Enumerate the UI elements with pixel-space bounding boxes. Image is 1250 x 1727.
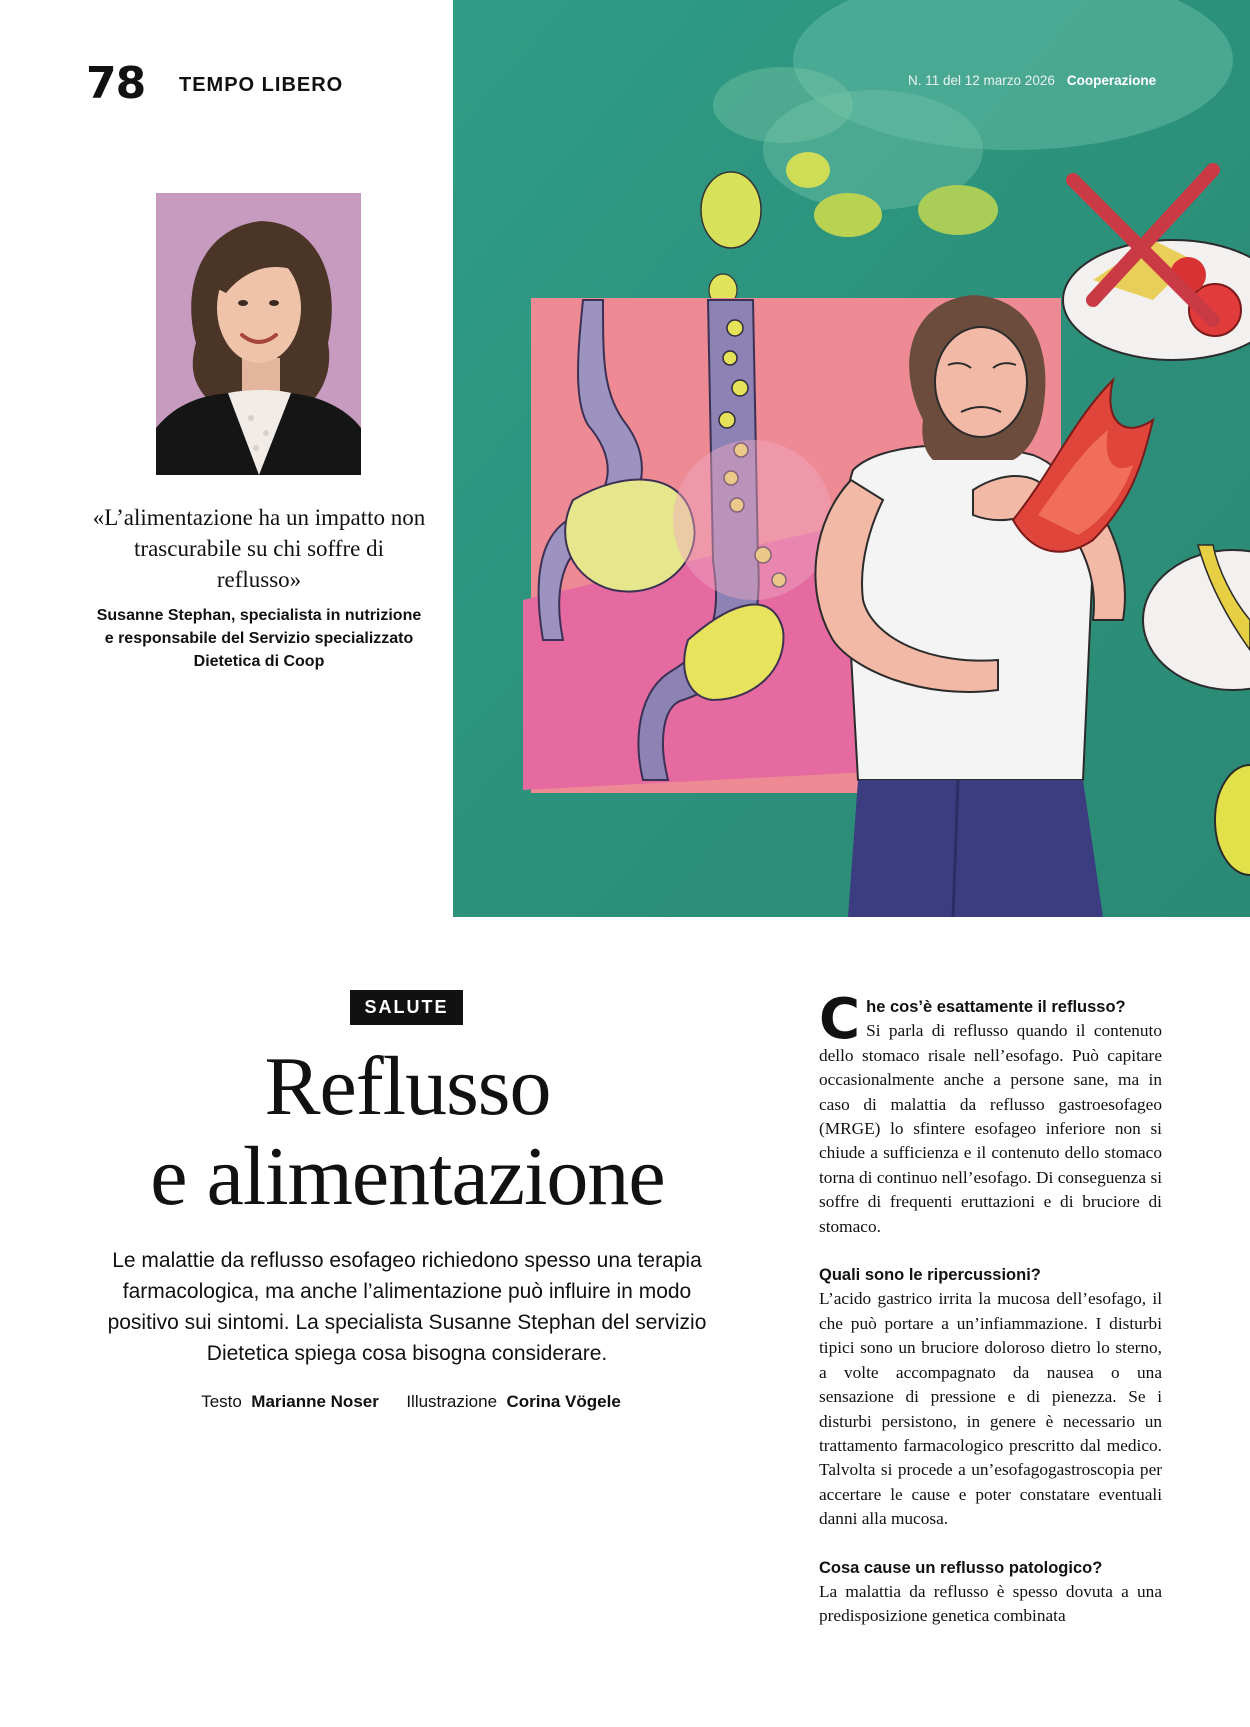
question-heading: Cosa cause un reflusso patologico? [819, 1558, 1103, 1577]
section-label: TEMPO LIBERO [179, 74, 344, 96]
article-body [819, 987, 1162, 1653]
credits [90, 1392, 732, 1412]
drop-cap: C [819, 987, 861, 1052]
section-what-is-reflux [819, 987, 1162, 1239]
section-causes [819, 1556, 1162, 1629]
publication-name: Cooperazione [1066, 73, 1157, 88]
reflux-illustration [453, 0, 1250, 917]
issue-info [908, 73, 1156, 88]
section-consequences [819, 1263, 1162, 1531]
lead-paragraph: Le malattie da reflusso esofageo richiedono spesso una terapia farmacologica, ma anche l’alimentazione può influire in modo positivo sui sintomi. La specialista Susanne Stephan del servizio Dietetica spiega cosa bisogna considerare. [107, 1249, 707, 1365]
answer-paragraph: Si parla di reflusso quando il contenuto dello stomaco risale nell’esofago. Può capitare occasionalmente anche a persone sane, ma in caso di malattia da reflusso gastroesofageo (MRGE) lo sfintere esofageo inferiore non si chiude a sufficienza e il contenuto dello stomaco torna di continuo nell’esofago. Di conseguenza si soffre di frequenti eruttazioni e di bruciore di stomaco. [819, 1021, 1162, 1236]
quote-attribution: Susanne Stephan, specialista in nutrizione e responsabile del Servizio specializzato Dietetica di Coop [96, 607, 422, 670]
answer-paragraph: La malattia da reflusso è spesso dovuta a una predisposizione genetica combinata [819, 1581, 1162, 1626]
illustration-credit-label: Illustrazione [406, 1392, 498, 1411]
headline-line-2: e alimentazione [150, 1130, 665, 1223]
headline [80, 1042, 735, 1222]
kicker-label: SALUTE [350, 990, 463, 1025]
issue-date: N. 11 del 12 marzo 2026 [908, 73, 1055, 88]
page-number: 78 [86, 58, 146, 109]
portrait-photo [156, 193, 361, 475]
question-heading: Quali sono le ripercussioni? [819, 1266, 1041, 1285]
text-credit-label: Testo [201, 1392, 242, 1411]
text-credit-author: Marianne Noser [251, 1392, 379, 1411]
question-heading: he cos’è esattamente il reflusso? [866, 998, 1126, 1016]
pull-quote: «L’alimentazione ha un impatto non trascurabile su chi soffre di reflusso» [92, 505, 426, 592]
answer-paragraph: L’acido gastrico irrita la mucosa dell’esofago, il che può portare a un’infiammazione. I disturbi tipici sono un bruciore doloroso dietro lo sterno, a volte accompagnato da nausea o una sensazione di pressione e di pienezza. Se i disturbi persistono, in genere è necessario un trattamento farmacologico prescritto dal medico. Talvolta si procede a un’esofagogastroscopia per accertare le cause e poter constatare eventuali danni alla mucosa. [819, 1289, 1162, 1529]
portrait-illustration [156, 193, 361, 475]
illustration-credit-author: Corina Vögele [506, 1392, 621, 1411]
headline-line-1: Reflusso [264, 1040, 551, 1133]
